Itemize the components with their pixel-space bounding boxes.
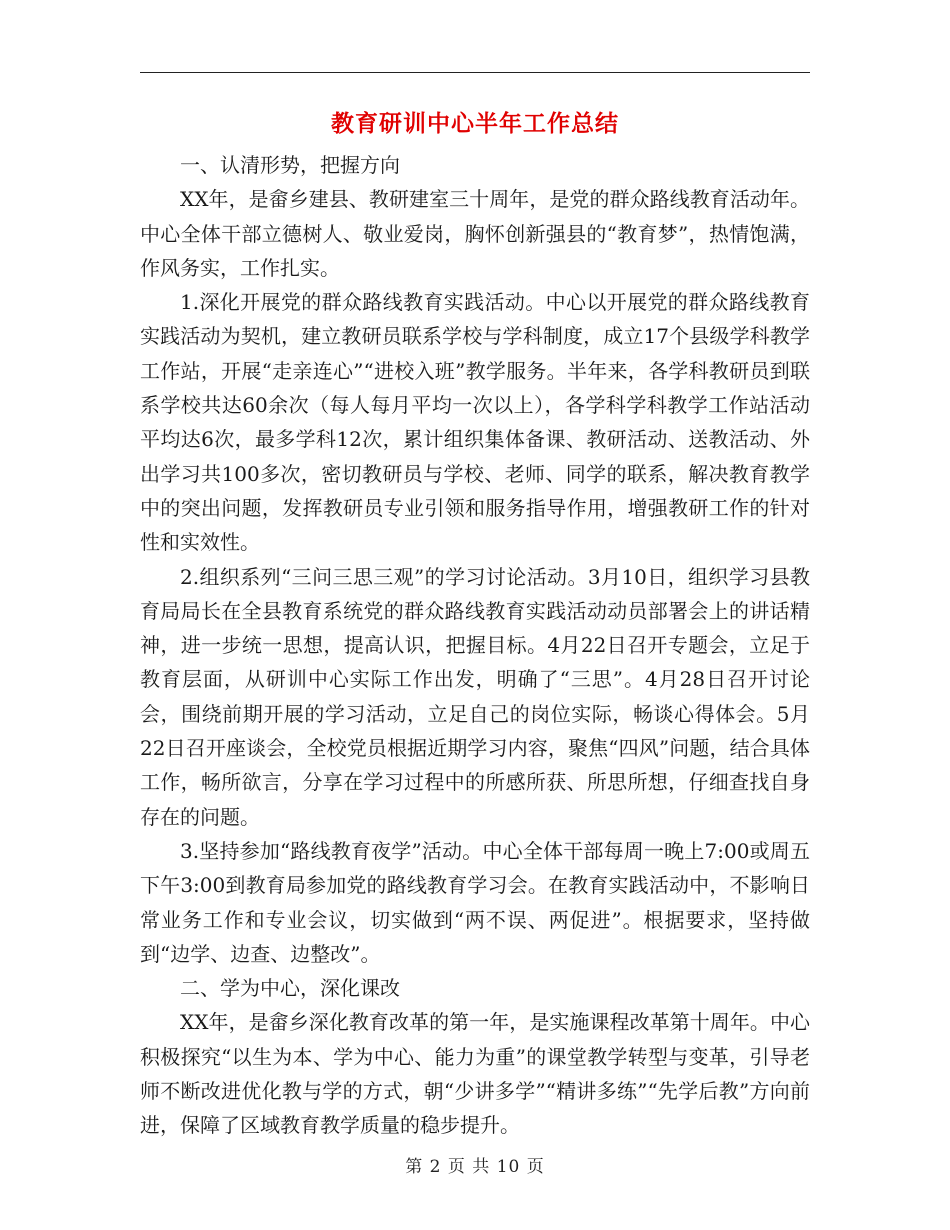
paragraph-item-3: 3.坚持参加“路线教育夜学”活动。中心全体干部每周一晚上7:00或周五下午3:00到教育局参加党的路线教育学习会。在教育实践活动中，不影响日常业务工作和专业会议，切实做到“两不误、两促进”。根据要求，坚持做到“边学、边查、边整改”。 xyxy=(140,838,810,966)
paragraph-intro: XX年，是畲乡建县、教研建室三十周年，是党的群众路线教育活动年。中心全体干部立德树人、敬业爱岗，胸怀创新强县的“教育梦”，热情饱满，作风务实，工作扎实。 xyxy=(140,187,810,280)
document-body xyxy=(140,148,810,1143)
paragraph-item-2: 2.组织系列“三问三思三观”的学习讨论活动。3月10日，组织学习县教育局局长在全县教育系统党的群众路线教育实践活动动员部署会上的讲话精神，进一步统一思想，提高认识，把握目标。4月22日召开专题会，立足于教育层面，从研训中心实际工作出发，明确了“三思”。4月28日召开讨论会，围绕前期开展的学习活动，立足自己的岗位实际，畅谈心得体会。5月22日召开座谈会，全校党员根据近期学习内容，聚焦“四风”问题，结合具体工作，畅所欲言，分享在学习过程中的所感所获、所思所想，仔细查找自身存在的问题。 xyxy=(140,564,810,829)
header-rule xyxy=(140,72,810,73)
section-heading-1: 一、认清形势，把握方向 xyxy=(180,153,400,177)
paragraph-reform: XX年，是畲乡深化教育改革的第一年，是实施课程改革第十周年。中心积极探究“以生为本、学为中心、能力为重”的课堂教学转型与变革，引导老师不断改进优化教与学的方式，朝“少讲多学”“精讲多练”“先学后教”方向前进，保障了区域教育教学质量的稳步提升。 xyxy=(140,1010,810,1138)
paragraph-item-1: 1.深化开展党的群众路线教育实践活动。中心以开展党的群众路线教育实践活动为契机，建立教研员联系学校与学科制度，成立17个县级学科教学工作站，开展“走亲连心”“进校入班”教学服务。半年来，各学科教研员到联系学校共达60余次（每人每月平均一次以上），各学科学科教学工作站活动平均达6次，最多学科12次，累计组织集体备课、教研活动、送教活动、外出学习共100多次，密切教研员与学校、老师、同学的联系，解决教育教学中的突出问题，发挥教研员专业引领和服务指导作用，增强教研工作的针对性和实效性。 xyxy=(140,290,810,555)
section-heading-2: 二、学为中心，深化课改 xyxy=(180,976,400,1001)
document-title: 教育研训中心半年工作总结 xyxy=(331,110,619,137)
page-number: 第 2 页 共 10 页 xyxy=(405,1157,545,1177)
